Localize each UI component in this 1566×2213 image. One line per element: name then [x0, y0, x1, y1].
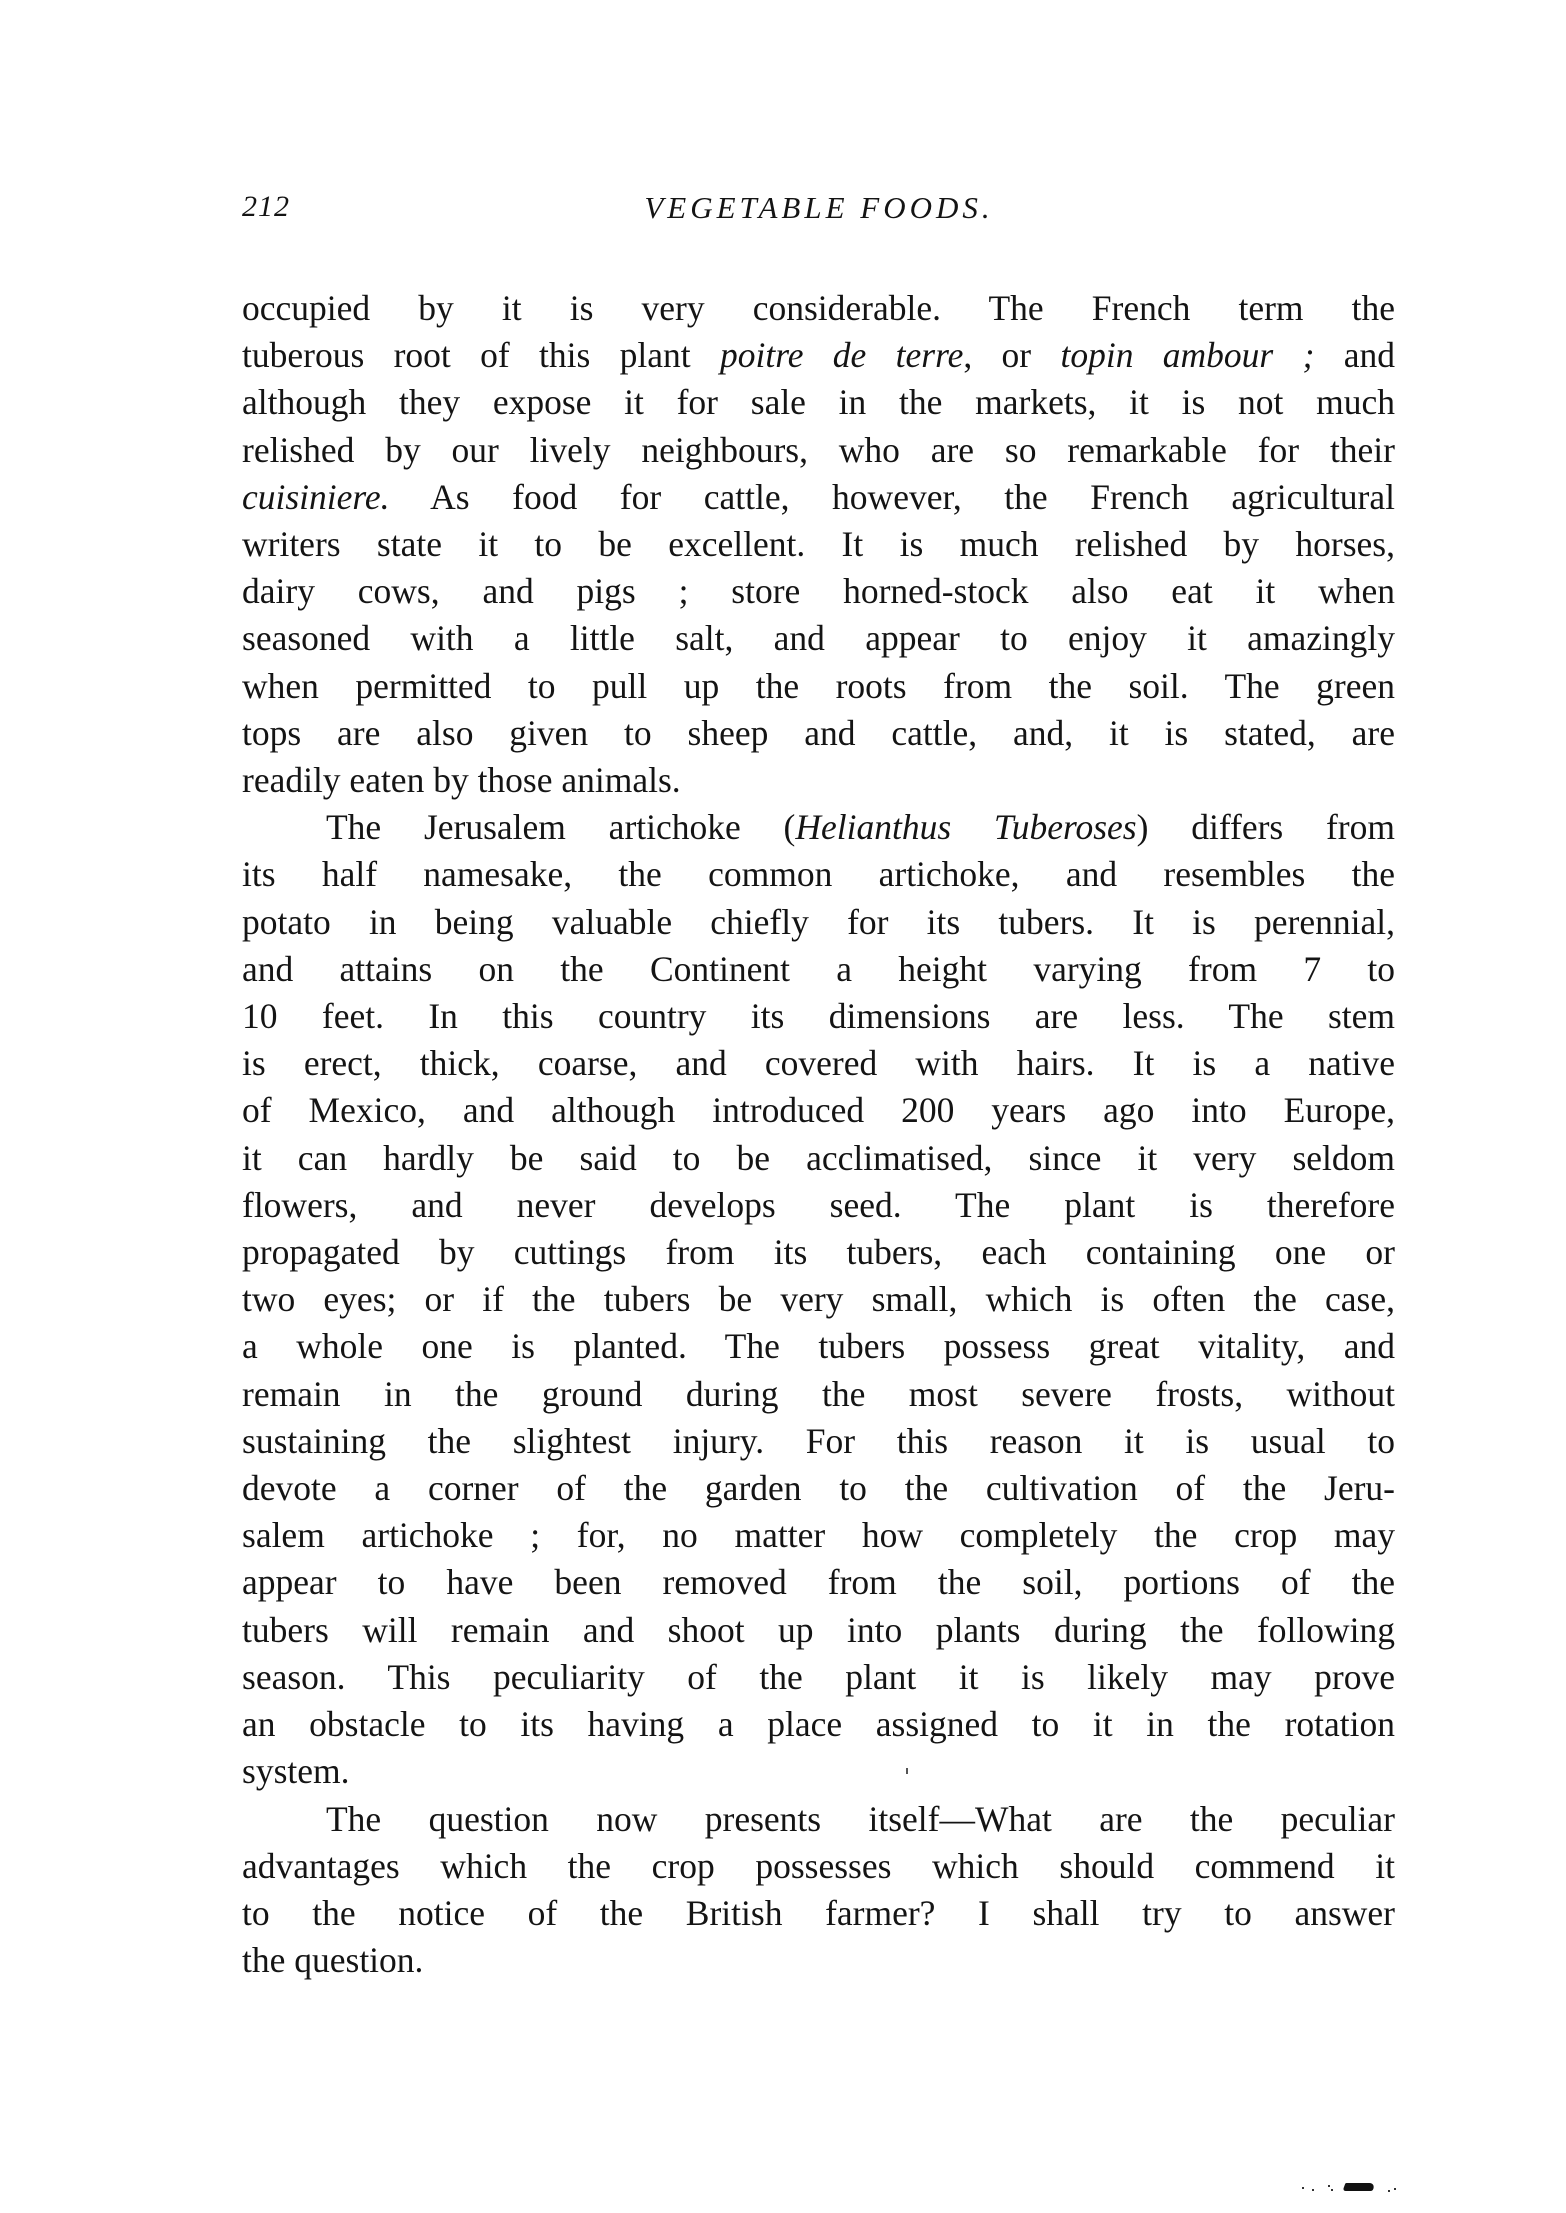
text-line: tubers will remain and shoot up into plants during the following: [242, 1609, 1395, 1650]
text-line: when permitted to pull up the roots from the soil. The green: [242, 665, 1395, 706]
text-line: The question now presents itself—What are the peculiar: [326, 1798, 1395, 1839]
text-line: it can hardly be said to be acclimatised, since it very seldom: [242, 1137, 1395, 1178]
text-run: and: [1314, 335, 1396, 376]
text-line: season. This peculiarity of the plant it is likely may prove: [242, 1656, 1395, 1697]
scan-speck: [906, 1768, 908, 1774]
text-line: and attains on the Continent a height varying from 7 to: [242, 948, 1395, 989]
text-line: readily eaten by those animals.: [242, 760, 681, 801]
text-line: 10 feet. In this country its dimensions are less. The stem: [242, 996, 1395, 1037]
text-line: is erect, thick, coarse, and covered with hairs. It is a native: [242, 1043, 1395, 1084]
text-line: dairy cows, and pigs ; store horned-stock also eat it when: [242, 571, 1395, 612]
text-line: although they expose it for sale in the markets, it is not much: [242, 382, 1395, 423]
text-line: flowers, and never develops seed. The plant is therefore: [242, 1184, 1395, 1225]
text-line: advantages which the crop possesses which should commend it: [242, 1845, 1395, 1886]
text-line: [242, 804, 1395, 851]
text-run: As food for cattle, however, the French agricultural: [389, 476, 1395, 517]
text-line: the question.: [242, 1940, 424, 1981]
text-line: system.: [242, 1751, 350, 1792]
text-line: its half namesake, the common artichoke, and resembles the: [242, 854, 1395, 895]
text-line: [242, 474, 1395, 521]
text-run: ) differs from: [1136, 807, 1395, 848]
text-line: tops are also given to sheep and cattle, and, it is stated, are: [242, 712, 1395, 753]
body-text: [242, 285, 1395, 1984]
text-line: a whole one is planted. The tubers possess great vitality, and: [242, 1326, 1395, 1367]
text-line: sustaining the slightest injury. For this reason it is usual to: [242, 1420, 1395, 1461]
text-line: seasoned with a little salt, and appear to enjoy it amazingly: [242, 618, 1395, 659]
text-line: an obstacle to its having a place assigned to it in the rotation: [242, 1704, 1395, 1745]
text-line: devote a corner of the garden to the cultivation of the Jeru-: [242, 1468, 1395, 1509]
text-line: relished by our lively neighbours, who are so remarkable for their: [242, 429, 1395, 470]
text-line: of Mexico, and although introduced 200 years ago into Europe,: [242, 1090, 1395, 1131]
text-run: , or: [963, 335, 1061, 376]
text-line: [242, 332, 1395, 379]
text-line: to the notice of the British farmer? I shall try to answer: [242, 1892, 1395, 1933]
text-line: salem artichoke ; for, no matter how completely the crop may: [242, 1515, 1395, 1556]
running-title: VEGETABLE FOODS.: [644, 190, 994, 225]
text-line: potato in being valuable chiefly for its tubers. It is perennial,: [242, 901, 1395, 942]
italic-term: Helianthus Tuberoses: [795, 807, 1137, 848]
scan-artifact: [1300, 2180, 1410, 2194]
text-line: appear to have been removed from the soil, portions of the: [242, 1562, 1395, 1603]
italic-term: topin ambour ;: [1060, 335, 1315, 376]
text-line: propagated by cuttings from its tubers, each containing one or: [242, 1232, 1395, 1273]
text-line: remain in the ground during the most severe frosts, without: [242, 1373, 1395, 1414]
italic-term: poitre de terre: [719, 335, 964, 376]
running-header: [242, 190, 1396, 230]
text-run: The Jerusalem artichoke (: [326, 807, 796, 848]
page-number: 212: [242, 190, 290, 223]
text-line: two eyes; or if the tubers be very small, which is often the case,: [242, 1279, 1395, 1320]
text-line: writers state it to be excellent. It is much relished by horses,: [242, 524, 1395, 565]
italic-term: cuisiniere.: [242, 476, 390, 517]
text-line: occupied by it is very considerable. The French term the: [242, 288, 1395, 328]
text-run: tuberous root of this plant: [242, 335, 720, 376]
